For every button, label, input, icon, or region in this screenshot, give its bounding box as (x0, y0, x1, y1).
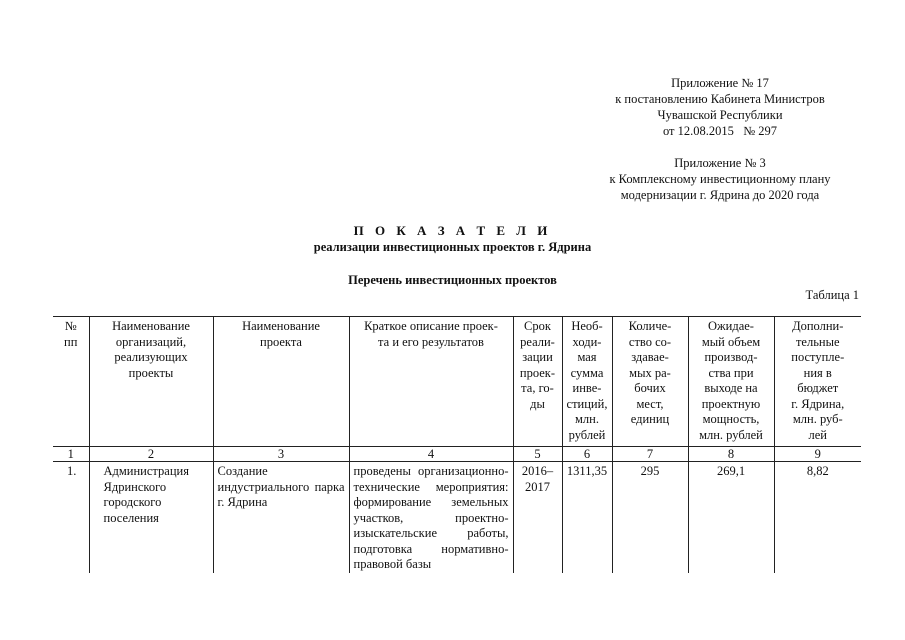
column-number-row (53, 447, 861, 462)
section-title: Перечень инвестиционных проектов (348, 273, 557, 287)
appendix-3-line3: модернизации г. Ядрина до 2020 года (620, 188, 820, 202)
table-row (53, 462, 861, 573)
appendix-17-block (560, 75, 880, 139)
appendix-3-line2: к Комплексному инвестиционному плану (609, 172, 831, 186)
appendix-17-line3: Чувашской Республики (657, 108, 783, 122)
table-label: Таблица 1 (805, 288, 859, 302)
column-number: 4 (349, 447, 513, 462)
appendix-17-line4: от 12.08.2015 № 297 (662, 124, 778, 138)
appendix-3-block (560, 155, 880, 203)
investment-projects-table (53, 316, 861, 573)
cell-num: 1. (53, 462, 89, 573)
cell-budget: 8,82 (774, 462, 861, 573)
column-number: 6 (562, 447, 612, 462)
cell-jobs: 295 (612, 462, 688, 573)
column-number: 8 (688, 447, 774, 462)
column-number: 9 (774, 447, 861, 462)
cell-organization (89, 462, 213, 573)
col-header-period: Срок реали- зации проек- та, го- ды (513, 317, 562, 447)
col-header-organization: Наименование организаций, реализующих проекты (89, 317, 213, 447)
cell-production: 269,1 (688, 462, 774, 573)
column-number: 1 (53, 447, 89, 462)
cell-period: 2016– 2017 (513, 462, 562, 573)
table-header-row (53, 317, 861, 447)
appendix-17-line1: Приложение № 17 (671, 76, 769, 90)
cell-investment: 1311,35 (562, 462, 612, 573)
appendix-3-line1: Приложение № 3 (674, 156, 766, 170)
col-header-budget: Дополни- тельные поступле- ния в бюджет г. Ядрина, млн. руб- лей (774, 317, 861, 447)
column-number: 3 (213, 447, 349, 462)
column-number: 5 (513, 447, 562, 462)
cell-description: проведены организационно-технические мероприятия: формирование земельных участков, проектно-изыскательские работы, подготовка нормативно-правовой базы (349, 462, 513, 573)
organization-text: Администрация Ядринского городского поселения (103, 464, 189, 525)
col-header-jobs: Количе- ство со- здавае- мых ра- бочих мест, единиц (612, 317, 688, 447)
col-header-investment: Необ- ходи- мая сумма инве- стиций, млн. рублей (562, 317, 612, 447)
col-header-production: Ожидае- мый объем производ- ства при выходе на проектную мощность, млн. рублей (688, 317, 774, 447)
column-number: 2 (89, 447, 213, 462)
appendix-17-line2: к постановлению Кабинета Министров (615, 92, 825, 106)
document-title: П О К А З А Т Е Л И (353, 223, 552, 238)
column-number: 7 (612, 447, 688, 462)
document-subtitle: реализации инвестиционных проектов г. Ядрина (313, 240, 592, 254)
col-header-project: Наименование проекта (213, 317, 349, 447)
cell-project: Создание индустриального парка г. Ядрина (213, 462, 349, 573)
col-header-num: № пп (53, 317, 89, 447)
col-header-description: Краткое описание проек- та и его результатов (349, 317, 513, 447)
